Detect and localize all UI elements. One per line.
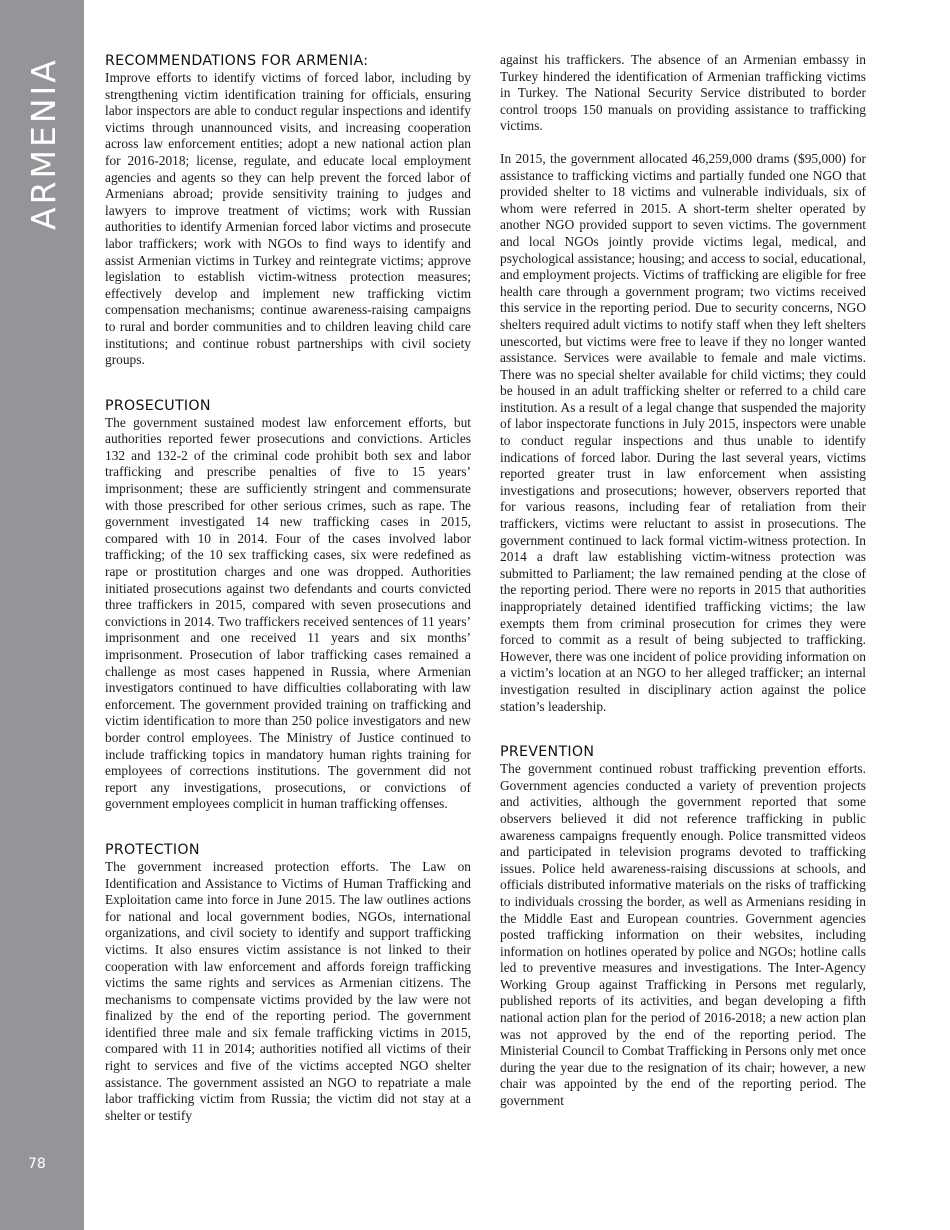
prevention-heading: PREVENTION [500, 744, 595, 761]
protection-text-left: The government increased protection efforts. The Law on Identification and Assistance to Victims of Human Trafficking and Exploitation came into force in June 2015. The law outlines actions for national and local government bodies, NGOs, international organizations, and civil society to identify and support trafficking victims. It also ensures victim assistance is not linked to their cooperation with law enforcement and affords foreign trafficking victims the same rights and services as Armenian citizens. The mechanisms to compensate victims provided by the law were not finalized by the end of the reporting period. The government identified three male and six female trafficking victims in 2015, compared with 11 in 2014; authorities notified all victims of their right to services and five of the victims accepted NGO shelter assistance. The government assisted an NGO to repatriate a male labor trafficking victim from Russia; the victim did not stay at a shelter or testify [105, 858, 471, 1123]
page-number: 78 [28, 1156, 46, 1172]
prevention-text: The government continued robust trafficking prevention efforts. Government agencies conducted a variety of prevention projects and activities, although the government reported that some observers believed it did not reference trafficking in public awareness campaigns frequently enough. Police transmitted videos and participated in television programs devoted to trafficking issues. Police held awareness-raising discussions at schools, and officials distributed informative materials on the risks of trafficking to individuals crossing the border, as well as Armenians residing in the Middle East and European countries. Government agencies posted trafficking information on their websites, including information on hotlines operated by police and NGOs; hotline calls led to preventive measures and investigations. The Inter-Agency Working Group against Trafficking in Persons met regularly, published reports of its activities, and began developing a fifth national action plan for the period of 2016-2018; a new action plan was not approved by the end of the reporting period. The Ministerial Council to Combat Trafficking in Persons only met once during the year due to the resignation of its chair; however, a new chair was appointed by the end of the reporting period. The government [500, 761, 866, 1109]
sidebar [0, 0, 84, 1230]
right-column [500, 52, 866, 1110]
protection-heading: PROTECTION [105, 841, 200, 858]
prosecution-heading: PROSECUTION [105, 397, 211, 414]
country-title: ARMENIA [24, 57, 63, 230]
protection-text-continued: against his traffickers. The absence of an Armenian embassy in Turkey hindered the identification of Armenian trafficking victims in Turkey. The National Security Service distributed to border control troops 150 manuals on providing assistance to trafficking victims. [500, 52, 866, 134]
left-column [105, 52, 471, 1124]
prosecution-text: The government sustained modest law enforcement efforts, but authorities reported fewer prosecutions and convictions. Articles 132 and 132-2 of the criminal code prohibit both sex and labor trafficking and prescribe penalties of five to 15 years’ imprisonment; these are sufficiently stringent and commensurate with those prescribed for other serious crimes, such as rape. The government investigated 14 new trafficking cases in 2015, compared with 10 in 2014. Four of the cases involved labor trafficking; of the 10 sex trafficking cases, six were redefined as rape or prostitution charges and one was dropped. Authorities initiated prosecutions against two defendants and courts convicted three traffickers in 2015, compared with seven prosecutions and convictions in 2014. Two traffickers received sentences of 11 years’ imprisonment and one received 11 years and six months’ imprisonment. Prosecution of labor trafficking cases remained a challenge as most cases happened in Russia, where Armenian investigators continued to have difficulties collaborating with law enforcement. The government provided training on trafficking and victim identification to more than 250 police investigators and new border control employees. The Ministry of Justice continued to include trafficking topics in mandatory human rights training for employees of corrections institutions. The government did not report any investigations, prosecutions, or convictions of government employees complicit in human trafficking offenses. [105, 414, 471, 812]
recommendations-heading: RECOMMENDATIONS FOR ARMENIA: [105, 53, 369, 69]
protection-text-funding: In 2015, the government allocated 46,259,000 drams ($95,000) for assistance to trafficking victims and partially funded one NGO that provided shelter to 18 victims and vulnerable individuals, six of whom were referred in 2015. A short-term shelter operated by another NGO provided support to seven victims. The government and local NGOs jointly provide victims legal, medical, and psychological assistance; housing; and access to social, educational, and employment projects. Victims of trafficking are eligible for free health care through a government program; two victims received this service in the reporting period. Due to security concerns, NGO shelters required adult victims to notify staff when they left shelters unescorted, but victims were free to leave if they no longer wanted assistance. Services were available to female and male victims. There was no special shelter available for child victims; they could be housed in an adult trafficking shelter or referred to a child care institution. As a result of a legal change that suspended the majority of labor inspectorate functions in July 2015, inspectors were unable to conduct regular inspections and thus unable to identify indications of forced labor. During the last several years, victims reported greater trust in law enforcement when assisting investigations and prosecutions; however, observers reported that for various reasons, including fear of retaliation from their traffickers, victims were reluctant to assist in prosecutions. The government continued to lack formal victim-witness protection. In 2014 a draft law establishing victim-witness protection was submitted to Parliament; the law remained pending at the close of the reporting period. There were no reports in 2015 that authorities inappropriately detained identified trafficking victims; the law exempts them from criminal prosecution for crimes they were forced to commit as a result of being subjected to trafficking. However, there was one incident of police providing information on a victim’s location at an NGO to her alleged trafficker; an internal investigation resulted in disciplinary action against the police station’s leadership. [500, 150, 866, 714]
recommendations-text: Improve efforts to identify victims of forced labor, including by strengthening victim identification training for officials, ensuring labor inspectors are able to conduct regular inspections and identify victims through unannounced visits, and increasing cooperation across law enforcement entities; adopt a new national action plan for 2016-2018; license, regulate, and educate local employment agencies and agents so they can help prevent the forced labor of Armenians abroad; provide sensitivity training to judges and lawyers to improve treatment of victims; work with Russian authorities to identify Armenian forced labor victims and prosecute labor traffickers; work with NGOs to find ways to identify and assist Armenian victims in Turkey and reintegrate victims; approve legislation to establish victim-witness protection measures; effectively develop and implement new trafficking victim compensation mechanisms; continue awareness-raising campaigns to rural and border communities and to children leaving child care institutions; and continue robust partnerships with civil society groups. [105, 70, 471, 368]
